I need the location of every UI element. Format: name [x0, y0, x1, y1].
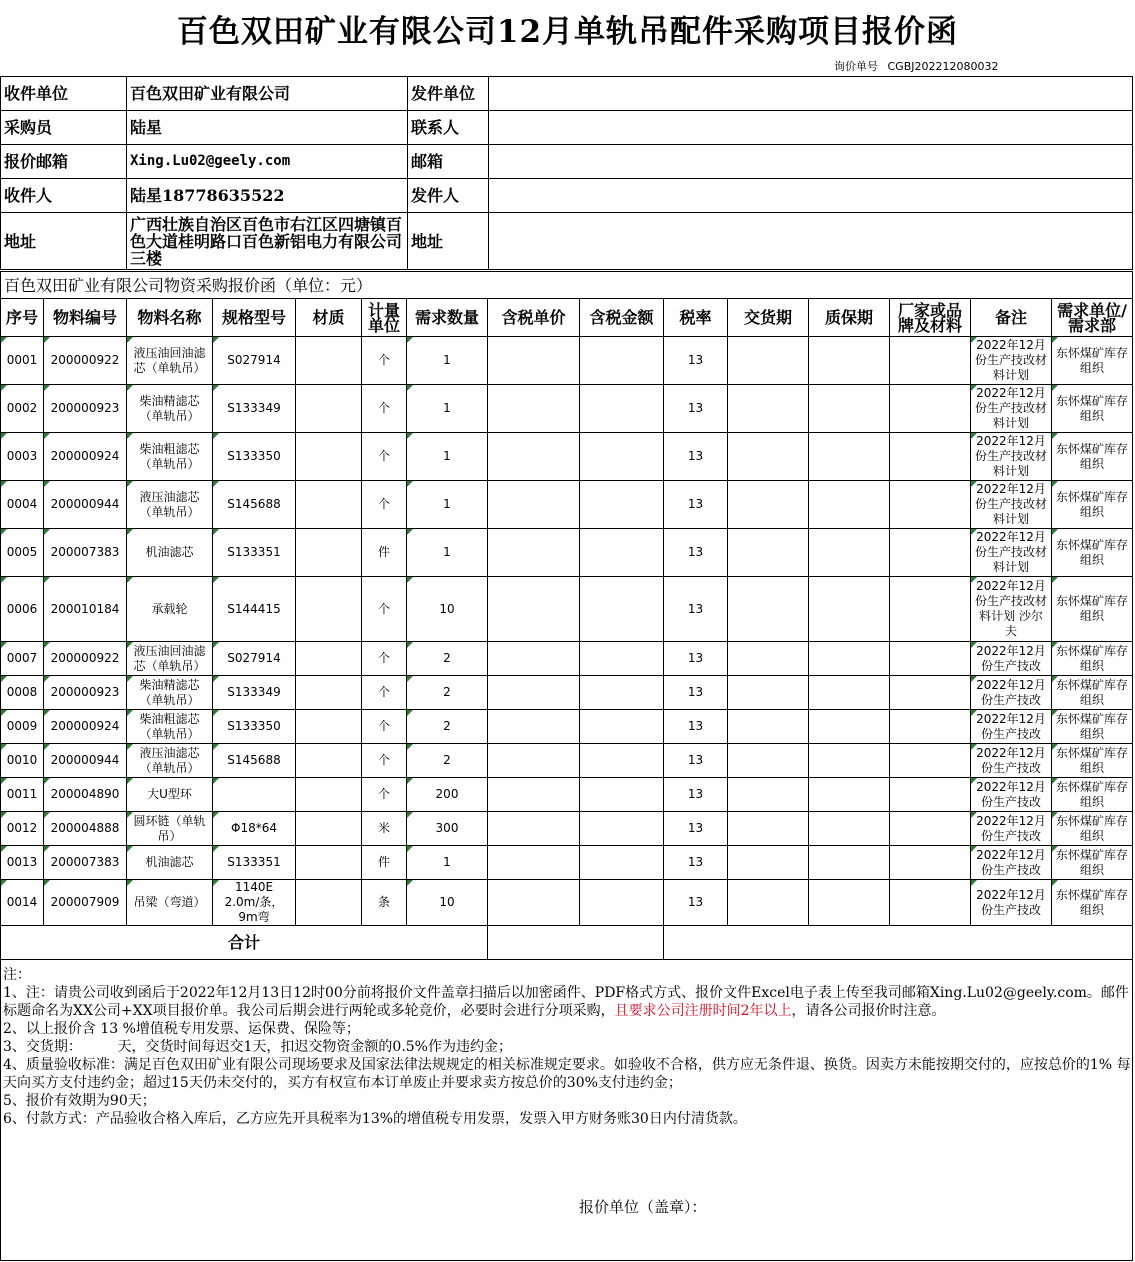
sender-value[interactable]: [489, 179, 1133, 213]
cell-spec: 1140E 2.0m/条，9m弯: [213, 880, 296, 926]
cell-spec: S133350: [213, 433, 296, 481]
note-4: 4、质量验收标准：满足百色双田矿业有限公司现场要求及国家法律法规规定的相关标准规定要求。如验收不合格，供方应无条件退、换货。因卖方未能按期交付的，应按总价的1% 每天向买方支付违约金；超过15天仍未交付的，买方有权宣布本订单废止并要求卖方按总价的30%支付违约金；: [3, 1057, 1131, 1091]
cell-amount[interactable]: [580, 385, 664, 433]
buyer-label: 采购员: [1, 111, 127, 145]
cell-name: 柴油精滤芯（单轨吊）: [127, 385, 213, 433]
cell-qty: 300: [407, 812, 488, 846]
cell-warranty[interactable]: [809, 642, 890, 676]
cell-brand[interactable]: [890, 778, 971, 812]
cell-warranty[interactable]: [809, 337, 890, 385]
cell-qty: 1: [407, 529, 488, 577]
cell-brand[interactable]: [890, 812, 971, 846]
cell-price[interactable]: [488, 880, 580, 926]
cell-no: 0001: [1, 337, 44, 385]
address-value[interactable]: 广西壮族自治区百色市右江区四塘镇百色大道桂明路口百色新铝电力有限公司三楼: [127, 213, 408, 270]
cell-remark: 2022年12月份生产技改: [971, 676, 1052, 710]
recipient-value[interactable]: 陆星18778635522: [127, 179, 408, 213]
cell-brand[interactable]: [890, 481, 971, 529]
cell-no: 0013: [1, 846, 44, 880]
cell-no: 0010: [1, 744, 44, 778]
cell-no: 0002: [1, 385, 44, 433]
cell-amount[interactable]: [580, 710, 664, 744]
cell-tax: 13: [664, 812, 728, 846]
cell-delivery[interactable]: [728, 846, 809, 880]
cell-spec: S145688: [213, 744, 296, 778]
cell-dept: 东怀煤矿库存组织: [1052, 433, 1133, 481]
cell-delivery[interactable]: [728, 642, 809, 676]
cell-amount[interactable]: [580, 744, 664, 778]
cell-code: 200000924: [44, 710, 127, 744]
cell-spec: S145688: [213, 481, 296, 529]
cell-mat[interactable]: [296, 744, 362, 778]
cell-remark: 2022年12月份生产技改: [971, 744, 1052, 778]
cell-amount[interactable]: [580, 846, 664, 880]
cell-qty: 1: [407, 385, 488, 433]
cell-name: 大U型环: [127, 778, 213, 812]
cell-spec: Φ18*64: [213, 812, 296, 846]
cell-name: 柴油粗滤芯（单轨吊）: [127, 710, 213, 744]
cell-delivery[interactable]: [728, 880, 809, 926]
cell-name: 圆环链（单轨吊）: [127, 812, 213, 846]
table-row: [1, 880, 1133, 926]
cell-brand[interactable]: [890, 577, 971, 642]
cell-price[interactable]: [488, 778, 580, 812]
cell-code: 200000923: [44, 676, 127, 710]
table-row: [1, 642, 1133, 676]
cell-qty: 2: [407, 642, 488, 676]
table-row: [1, 337, 1133, 385]
cell-unit: 个: [362, 642, 407, 676]
cell-unit: 条: [362, 880, 407, 926]
cell-name: 吊梁（弯道）: [127, 880, 213, 926]
cell-remark: 2022年12月份生产技改: [971, 846, 1052, 880]
cell-unit: 个: [362, 778, 407, 812]
note-0: 注：: [3, 967, 31, 983]
cell-code: 200000944: [44, 744, 127, 778]
note-1-red: 且要求公司注册时间2年以上: [614, 1003, 792, 1019]
cell-code: 200007383: [44, 846, 127, 880]
cell-code: 200007909: [44, 880, 127, 926]
contact-label: 联系人: [408, 111, 489, 145]
cell-code: 200004888: [44, 812, 127, 846]
cell-unit: 个: [362, 744, 407, 778]
total-label: 合计: [1, 926, 488, 960]
cell-delivery[interactable]: [728, 385, 809, 433]
cell-dept: 东怀煤矿库存组织: [1052, 846, 1133, 880]
cell-delivery[interactable]: [728, 481, 809, 529]
cell-unit: 个: [362, 577, 407, 642]
cell-warranty[interactable]: [809, 880, 890, 926]
cell-warranty[interactable]: [809, 481, 890, 529]
cell-remark: 2022年12月份生产技改: [971, 880, 1052, 926]
table-title: 百色双田矿业有限公司物资采购报价函（单位：元）: [1, 272, 1133, 299]
cell-qty: 1: [407, 337, 488, 385]
cell-price[interactable]: [488, 577, 580, 642]
cell-mat[interactable]: [296, 846, 362, 880]
note-3: 3、交货期： 天，交货时间每迟交1天，扣迟交物资金额的0.5%作为违约金；: [3, 1039, 512, 1055]
cell-dept: 东怀煤矿库存组织: [1052, 812, 1133, 846]
cell-qty: 1: [407, 481, 488, 529]
sign-label: 报价单位（盖章）：: [579, 1198, 707, 1216]
cell-mat[interactable]: [296, 778, 362, 812]
header-cell: 序号: [1, 299, 44, 337]
cell-spec: S133349: [213, 385, 296, 433]
cell-price[interactable]: [488, 385, 580, 433]
sender-label: 发件人: [408, 179, 489, 213]
header-cell: 厂家或品牌及材料: [890, 299, 971, 337]
cell-spec: S027914: [213, 337, 296, 385]
cell-no: 0006: [1, 577, 44, 642]
email-label: 邮箱: [408, 145, 489, 179]
cell-unit: 件: [362, 846, 407, 880]
cell-amount[interactable]: [580, 529, 664, 577]
cell-name: 承载轮: [127, 577, 213, 642]
cell-qty: 2: [407, 744, 488, 778]
cell-delivery[interactable]: [728, 710, 809, 744]
buyer-value[interactable]: 陆星: [127, 111, 408, 145]
cell-mat[interactable]: [296, 529, 362, 577]
cell-unit: 件: [362, 529, 407, 577]
cell-tax: 13: [664, 529, 728, 577]
cell-tax: 13: [664, 433, 728, 481]
cell-code: 200000923: [44, 385, 127, 433]
cell-price[interactable]: [488, 337, 580, 385]
cell-code: 200000944: [44, 481, 127, 529]
cell-tax: 13: [664, 778, 728, 812]
cell-remark: 2022年12月份生产技改材料计划: [971, 433, 1052, 481]
cell-dept: 东怀煤矿库存组织: [1052, 676, 1133, 710]
cell-delivery[interactable]: [728, 676, 809, 710]
cell-dept: 东怀煤矿库存组织: [1052, 529, 1133, 577]
cell-tax: 13: [664, 337, 728, 385]
cell-code: 200007383: [44, 529, 127, 577]
table-row: [1, 846, 1133, 880]
cell-unit: 米: [362, 812, 407, 846]
cell-mat[interactable]: [296, 481, 362, 529]
cell-tax: 13: [664, 710, 728, 744]
cell-no: 0007: [1, 642, 44, 676]
cell-mat[interactable]: [296, 385, 362, 433]
table-row: [1, 577, 1133, 642]
cell-warranty[interactable]: [809, 812, 890, 846]
cell-warranty[interactable]: [809, 676, 890, 710]
cell-spec: S144415: [213, 577, 296, 642]
cell-dept: 东怀煤矿库存组织: [1052, 481, 1133, 529]
cell-amount[interactable]: [580, 778, 664, 812]
table-row: [1, 385, 1133, 433]
cell-brand[interactable]: [890, 337, 971, 385]
cell-brand[interactable]: [890, 433, 971, 481]
cell-no: 0009: [1, 710, 44, 744]
cell-unit: 个: [362, 337, 407, 385]
table-row: [1, 481, 1133, 529]
cell-price[interactable]: [488, 529, 580, 577]
cell-amount[interactable]: [580, 880, 664, 926]
cell-delivery[interactable]: [728, 337, 809, 385]
cell-brand[interactable]: [890, 880, 971, 926]
inquiry-label: 询价单号: [834, 60, 878, 73]
cell-tax: 13: [664, 385, 728, 433]
cell-code: 200000922: [44, 642, 127, 676]
note-6: 6、付款方式：产品验收合格入库后，乙方应先开具税率为13%的增值税专用发票，发票入甲方财务账30日内付清货款。: [3, 1111, 747, 1127]
cell-no: 0012: [1, 812, 44, 846]
cell-tax: 13: [664, 642, 728, 676]
notes: [3, 966, 1131, 1128]
cell-unit: 个: [362, 481, 407, 529]
quote-email-value[interactable]: Xing.Lu02@geely.com: [127, 145, 408, 179]
cell-price[interactable]: [488, 481, 580, 529]
cell-warranty[interactable]: [809, 710, 890, 744]
header-cell: 规格型号: [213, 299, 296, 337]
cell-name: 机油滤芯: [127, 529, 213, 577]
cell-dept: 东怀煤矿库存组织: [1052, 710, 1133, 744]
cell-warranty[interactable]: [809, 846, 890, 880]
cell-no: 0011: [1, 778, 44, 812]
cell-price[interactable]: [488, 744, 580, 778]
cell-qty: 10: [407, 577, 488, 642]
cell-warranty[interactable]: [809, 577, 890, 642]
note-5: 5、报价有效期为90天；: [3, 1093, 156, 1109]
info-table: [0, 76, 1133, 270]
cell-price[interactable]: [488, 642, 580, 676]
table-row: [1, 433, 1133, 481]
table-row: [1, 676, 1133, 710]
cell-amount[interactable]: [580, 337, 664, 385]
cell-tax: 13: [664, 676, 728, 710]
cell-dept: 东怀煤矿库存组织: [1052, 744, 1133, 778]
cell-tax: 13: [664, 481, 728, 529]
cell-mat[interactable]: [296, 880, 362, 926]
cell-warranty[interactable]: [809, 529, 890, 577]
table-row: [1, 710, 1133, 744]
cell-tax: 13: [664, 880, 728, 926]
cell-mat[interactable]: [296, 577, 362, 642]
cell-name: 液压油滤芯（单轨吊）: [127, 481, 213, 529]
cell-spec: S133351: [213, 529, 296, 577]
cell-unit: 个: [362, 710, 407, 744]
cell-dept: 东怀煤矿库存组织: [1052, 880, 1133, 926]
cell-warranty[interactable]: [809, 778, 890, 812]
cell-mat[interactable]: [296, 433, 362, 481]
cell-dept: 东怀煤矿库存组织: [1052, 385, 1133, 433]
cell-warranty[interactable]: [809, 433, 890, 481]
recipient-label: 收件人: [1, 179, 127, 213]
cell-amount[interactable]: [580, 812, 664, 846]
cell-tax: 13: [664, 744, 728, 778]
address2-label: 地址: [408, 213, 489, 270]
header-cell: 需求单位/需求部: [1052, 299, 1133, 337]
cell-name: 液压油回油滤芯（单轨吊）: [127, 642, 213, 676]
cell-delivery[interactable]: [728, 529, 809, 577]
cell-name: 柴油粗滤芯（单轨吊）: [127, 433, 213, 481]
cell-name: 液压油回油滤芯（单轨吊）: [127, 337, 213, 385]
cell-tax: 13: [664, 577, 728, 642]
cell-no: 0003: [1, 433, 44, 481]
cell-qty: 1: [407, 433, 488, 481]
header-cell: 需求数量: [407, 299, 488, 337]
cell-code: 200000922: [44, 337, 127, 385]
table-row: [1, 812, 1133, 846]
header-cell: 物料名称: [127, 299, 213, 337]
cell-qty: 2: [407, 676, 488, 710]
cell-price[interactable]: [488, 812, 580, 846]
cell-brand[interactable]: [890, 642, 971, 676]
cell-price[interactable]: [488, 676, 580, 710]
cell-brand[interactable]: [890, 385, 971, 433]
note-1: 1、注：请贵公司收到函后于2022年12月13日12时00分前将报价文件盖章扫描后以加密函件、PDF格式方式、报价文件Excel电子表上传至我司邮箱Xing.Lu02@geely.com。邮件标题命名为XX公司+XX项目报价单。我公司后期会进行两轮或多轮竞价，必要时会进行分项采购，且要求公司注册时间2年以上，请各公司报价时注意。: [3, 985, 1129, 1019]
page-title: 百色双田矿业有限公司12月单轨吊配件采购项目报价函: [176, 14, 959, 50]
cell-remark: 2022年12月份生产技改材料计划: [971, 481, 1052, 529]
cell-dept: 东怀煤矿库存组织: [1052, 337, 1133, 385]
cell-remark: 2022年12月份生产技改材料计划: [971, 385, 1052, 433]
cell-qty: 2: [407, 710, 488, 744]
cell-unit: 个: [362, 385, 407, 433]
cell-spec: S133350: [213, 710, 296, 744]
cell-amount[interactable]: [580, 577, 664, 642]
inquiry-number: [834, 58, 998, 74]
cell-tax: 13: [664, 846, 728, 880]
cell-remark: 2022年12月份生产技改材料计划 沙尔夫: [971, 577, 1052, 642]
cell-code: 200000924: [44, 433, 127, 481]
cell-brand[interactable]: [890, 676, 971, 710]
cell-name: 柴油精滤芯（单轨吊）: [127, 676, 213, 710]
cell-mat[interactable]: [296, 337, 362, 385]
contact-value[interactable]: [489, 111, 1133, 145]
cell-price[interactable]: [488, 846, 580, 880]
cell-remark: 2022年12月份生产技改: [971, 642, 1052, 676]
header-cell: 税率: [664, 299, 728, 337]
cell-mat[interactable]: [296, 676, 362, 710]
header-cell: 备注: [971, 299, 1052, 337]
cell-code: 200010184: [44, 577, 127, 642]
address-label: 地址: [1, 213, 127, 270]
cell-no: 0004: [1, 481, 44, 529]
header-cell: 物料编号: [44, 299, 127, 337]
cell-unit: 个: [362, 676, 407, 710]
recv-unit-label: 收件单位: [1, 77, 127, 111]
cell-price[interactable]: [488, 433, 580, 481]
cell-no: 0008: [1, 676, 44, 710]
inquiry-value: CGBJ202212080032: [887, 60, 999, 73]
cell-dept: 东怀煤矿库存组织: [1052, 577, 1133, 642]
address2-value[interactable]: [489, 213, 1133, 270]
cell-dept: 东怀煤矿库存组织: [1052, 778, 1133, 812]
cell-name: 液压油滤芯（单轨吊）: [127, 744, 213, 778]
cell-spec: S133349: [213, 676, 296, 710]
cell-remark: 2022年12月份生产技改材料计划: [971, 529, 1052, 577]
table-row: [1, 744, 1133, 778]
cell-remark: 2022年12月份生产技改材料计划: [971, 337, 1052, 385]
header-cell: 材质: [296, 299, 362, 337]
cell-no: 0014: [1, 880, 44, 926]
cell-unit: 个: [362, 433, 407, 481]
email-value[interactable]: [489, 145, 1133, 179]
cell-mat[interactable]: [296, 710, 362, 744]
cell-amount[interactable]: [580, 433, 664, 481]
cell-qty: 200: [407, 778, 488, 812]
cell-remark: 2022年12月份生产技改: [971, 778, 1052, 812]
header-cell: 交货期: [728, 299, 809, 337]
cell-mat[interactable]: [296, 642, 362, 676]
cell-brand[interactable]: [890, 710, 971, 744]
table-row: [1, 529, 1133, 577]
quote-email-label: 报价邮箱: [1, 145, 127, 179]
cell-code: 200004890: [44, 778, 127, 812]
recv-unit-value[interactable]: 百色双田矿业有限公司: [127, 77, 408, 111]
cell-amount[interactable]: [580, 676, 664, 710]
cell-delivery[interactable]: [728, 433, 809, 481]
cell-brand[interactable]: [890, 846, 971, 880]
cell-delivery[interactable]: [728, 778, 809, 812]
cell-amount[interactable]: [580, 642, 664, 676]
note-2: 2、以上报价含 13 %增值税专用发票、运保费、保险等；: [3, 1021, 360, 1037]
cell-dept: 东怀煤矿库存组织: [1052, 642, 1133, 676]
cell-remark: 2022年12月份生产技改: [971, 812, 1052, 846]
cell-qty: 10: [407, 880, 488, 926]
cell-brand[interactable]: [890, 744, 971, 778]
cell-spec: S133351: [213, 846, 296, 880]
cell-price[interactable]: [488, 710, 580, 744]
cell-spec: S027914: [213, 642, 296, 676]
send-unit-value[interactable]: [489, 77, 1133, 111]
cell-qty: 1: [407, 846, 488, 880]
header-cell: 质保期: [809, 299, 890, 337]
cell-delivery[interactable]: [728, 744, 809, 778]
cell-warranty[interactable]: [809, 744, 890, 778]
table-row: [1, 778, 1133, 812]
cell-brand[interactable]: [890, 529, 971, 577]
cell-mat[interactable]: [296, 812, 362, 846]
cell-name: 机油滤芯: [127, 846, 213, 880]
items-table: [0, 271, 1133, 960]
cell-delivery[interactable]: [728, 812, 809, 846]
send-unit-label: 发件单位: [408, 77, 489, 111]
cell-delivery[interactable]: [728, 577, 809, 642]
cell-warranty[interactable]: [809, 385, 890, 433]
header-cell: 计量单位: [362, 299, 407, 337]
header-cell: 含税金额: [580, 299, 664, 337]
cell-amount[interactable]: [580, 481, 664, 529]
cell-remark: 2022年12月份生产技改: [971, 710, 1052, 744]
header-cell: 含税单价: [488, 299, 580, 337]
cell-no: 0005: [1, 529, 44, 577]
cell-spec: [213, 778, 296, 812]
